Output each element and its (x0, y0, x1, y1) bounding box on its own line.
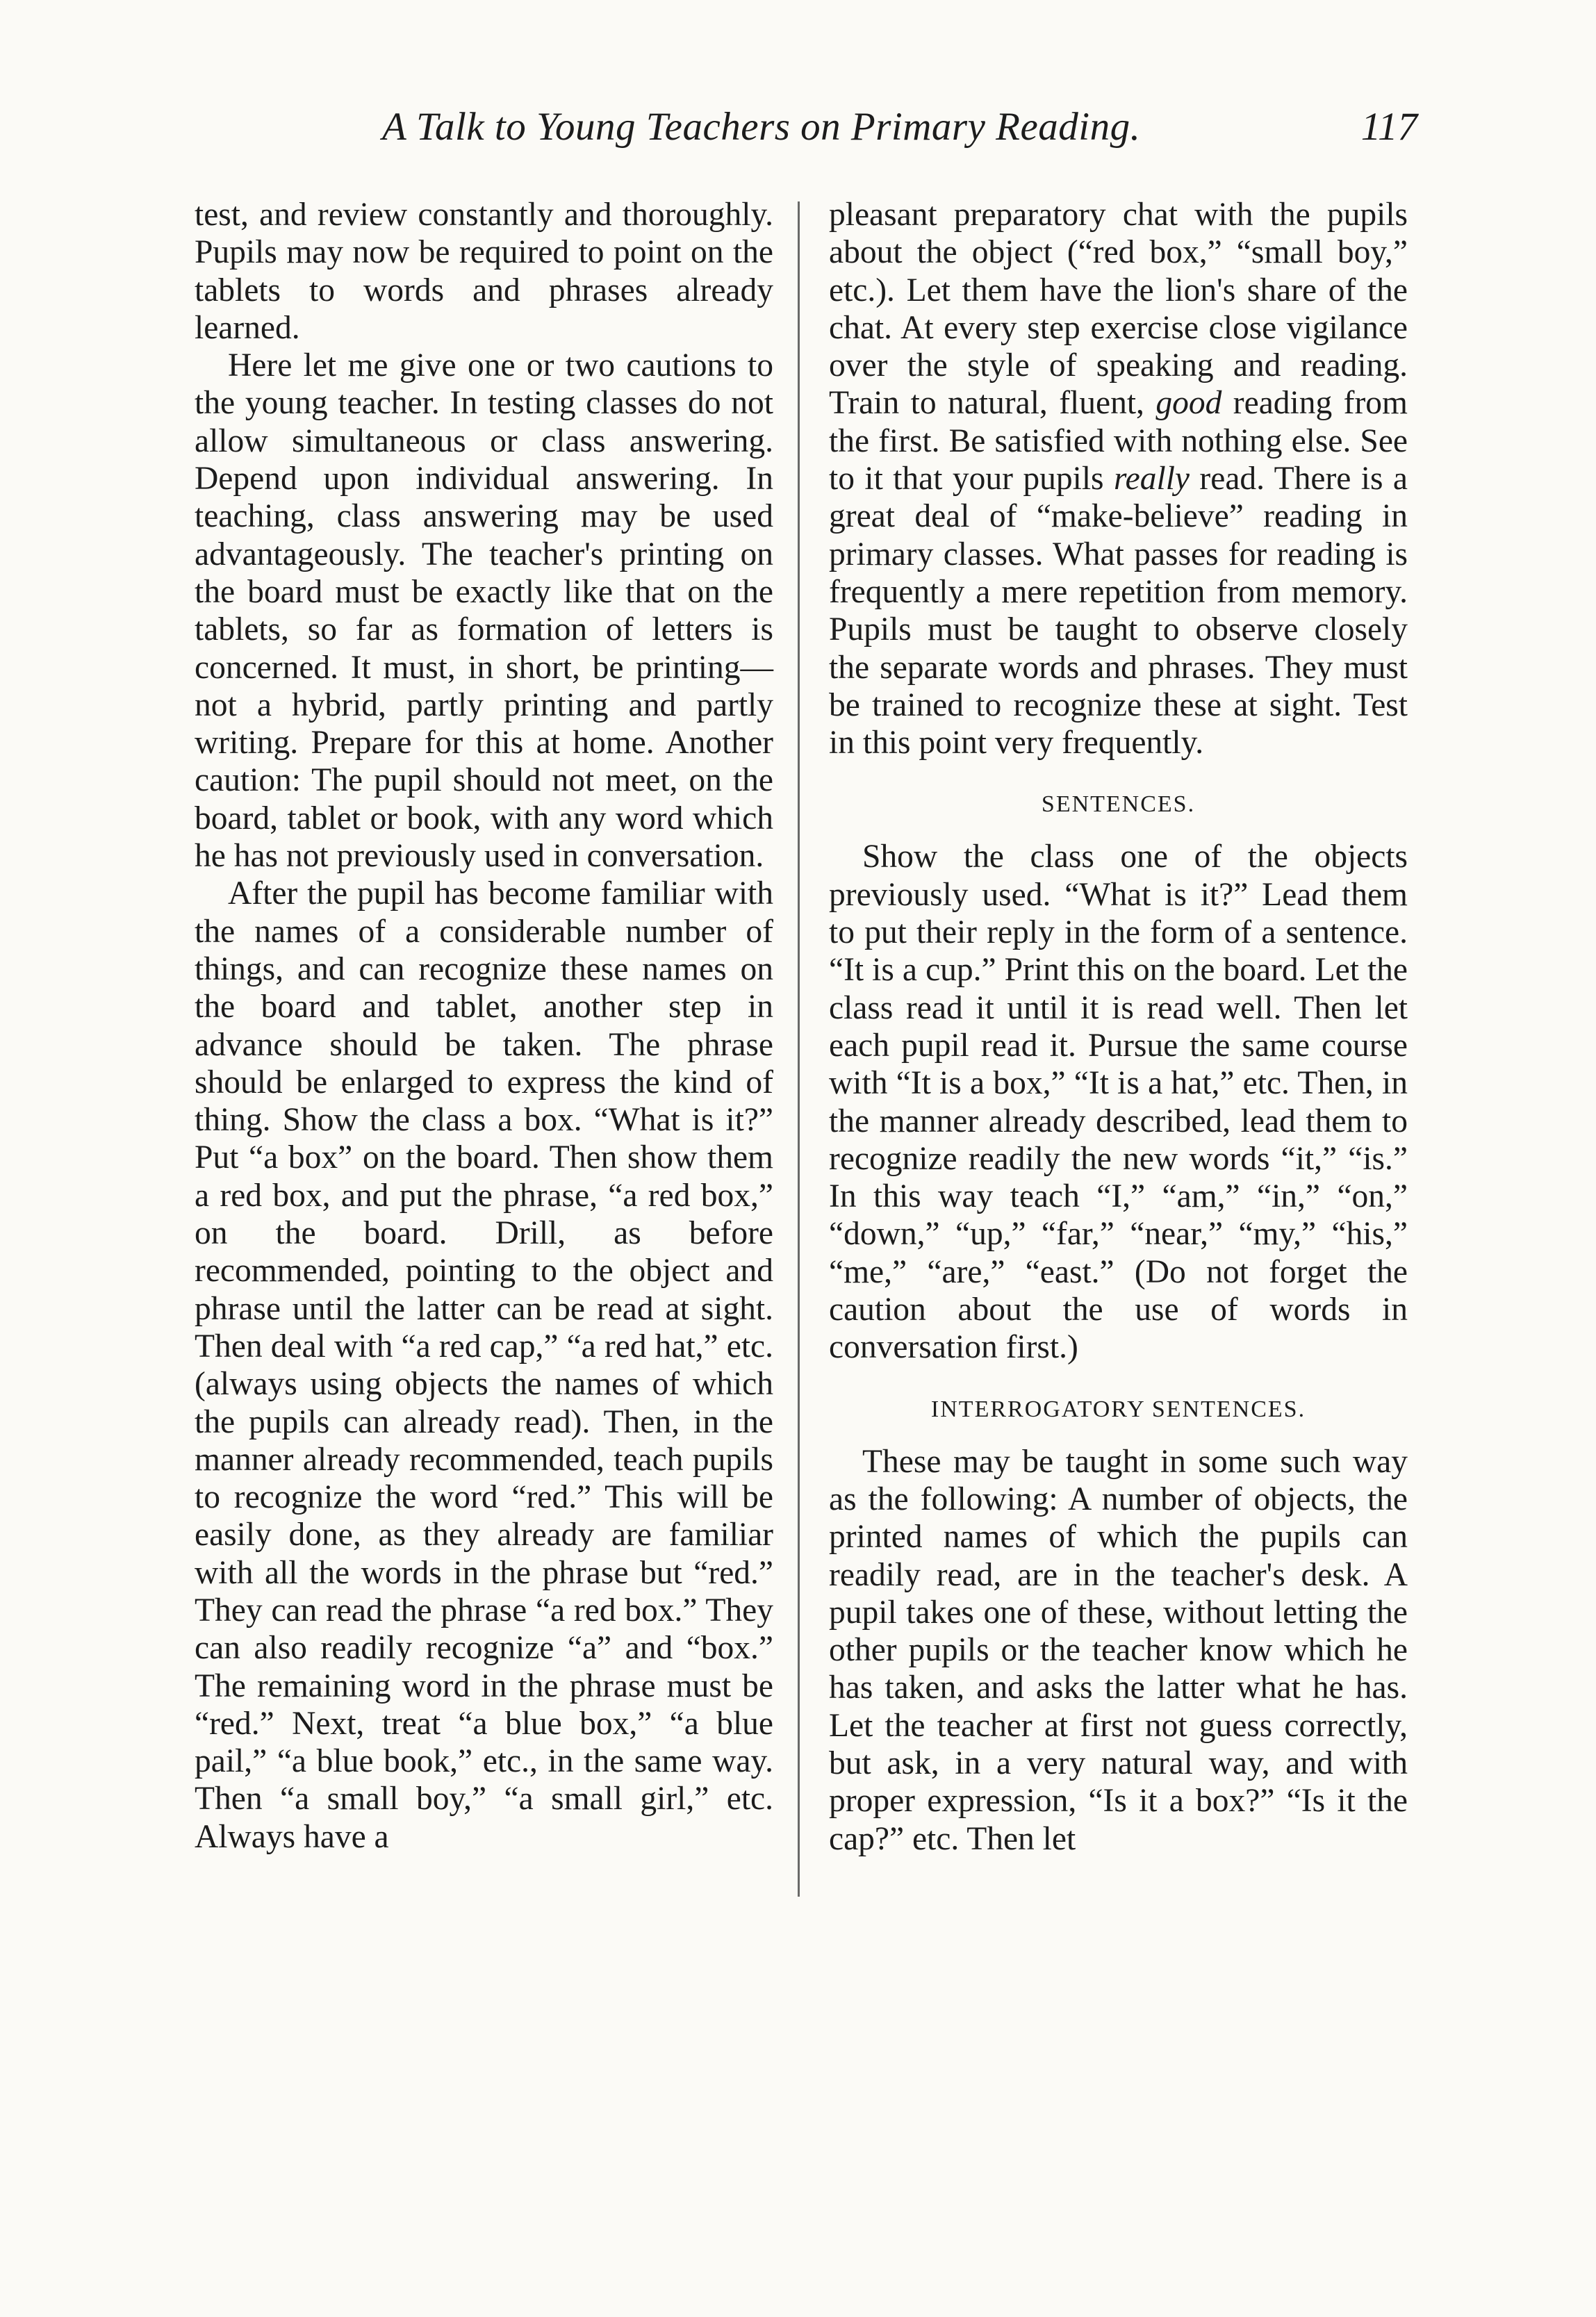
paragraph-text: read. There is a great deal of “make-believe” reading in primary classes. What passes for reading is frequently a mere repetition from memory. Pupils must be taught to observe closely the separate words and phrases. They must be trained to recognize these at sight. Test in this point very frequently. (829, 461, 1408, 761)
running-head (195, 104, 1417, 160)
left-column (195, 196, 773, 1856)
paragraph: After the pupil has become familiar with the names of a considerable number of things, and can recognize these names on the board and tablet, another step in advance should be taken. The phrase should be enlarged to express the kind of thing. Show the class a box. “What is it?” Put “a box” on the board. Then show them a red box, and put the phrase, “a red box,” on the board. Drill, as before recommended, pointing to the object and phrase until the latter can be read at sight. Then deal with “a red cap,” “a red hat,” etc. (always using objects the names of which the pupils can already read). Then, in the manner already recommended, teach pupils to recognize the word “red.” This will be easily done, as they already are familiar with all the words in the phrase but “red.” They can read the phrase “a red box.” They can also readily recognize “a” and “box.” The remaining word in the phrase must be “red.” Next, treat “a blue box,” “a blue pail,” “a blue book,” etc., in the same way. Then “a small boy,” “a small girl,” etc. Always have a (195, 875, 773, 1855)
paragraph: Here let me give one or two cautions to the young teacher. In testing classes do not allow simultaneous or class answering. Depend upon individual answering. In teaching, class answering may be used advantageously. The teacher's printing on the board must be exactly like that on the tablets, so far as formation of letters is concerned. It must, in short, be printing—not a hybrid, partly printing and partly writing. Prepare for this at home. Another caution: The pupil should not meet, on the board, tablet or book, with any word which he has not previously used in conversation. (195, 347, 773, 875)
paragraph-text: pleasant preparatory chat with the pupils about the object (“red box,” “small boy,” etc.). Let them have the lion's share of the chat. At every step exercise close vigilance over the style of speaking and reading. Train to natural, fluent, (829, 197, 1408, 422)
paragraph-text: reading from the first. Be satisfied with nothing else. See to it that your pupils (829, 385, 1408, 497)
emphasis-text: good (1155, 385, 1222, 422)
right-column (829, 196, 1408, 1858)
column-divider (798, 201, 800, 1897)
paragraph (829, 196, 1408, 761)
page-number: 117 (1360, 105, 1417, 149)
section-heading: SENTENCES. (1041, 791, 1196, 818)
running-title: A Talk to Young Teachers on Primary Reading. (382, 105, 1141, 149)
section-heading: INTERROGATORY SENTENCES. (930, 1396, 1306, 1422)
paragraph: These may be taught in some such way as the following: A number of objects, the printed names of which the pupils can readily read, are in the teacher's desk. A pupil takes one of these, without letting the other pupils or the teacher know which he has taken, and asks the latter what he has. Let the teacher at first not guess correctly, but ask, in a very natural way, and with proper expression, “Is it a box?” “Is it the cap?” etc. Then let (829, 1443, 1408, 1857)
paragraph: test, and review constantly and thoroughly. Pupils may now be required to point on the tablets to words and phrases already learned. (195, 197, 773, 346)
emphasis-text: really (1113, 461, 1190, 497)
paragraph: Show the class one of the objects previously used. “What is it?” Lead them to put their reply in the form of a sentence. “It is a cup.” Print this on the board. Let the class read it until it is read well. Then let each pupil read it. Pursue the same course with “It is a box,” “It is a hat,” etc. Then, in the manner already described, lead them to recognize readily the new words “it,” “is.” In this way teach “I,” “am,” “in,” “on,” “down,” “up,” “far,” “near,” “my,” “his,” “me,” “are,” “east.” (Do not forget the caution about the use of words in conversation first.) (829, 839, 1408, 1366)
